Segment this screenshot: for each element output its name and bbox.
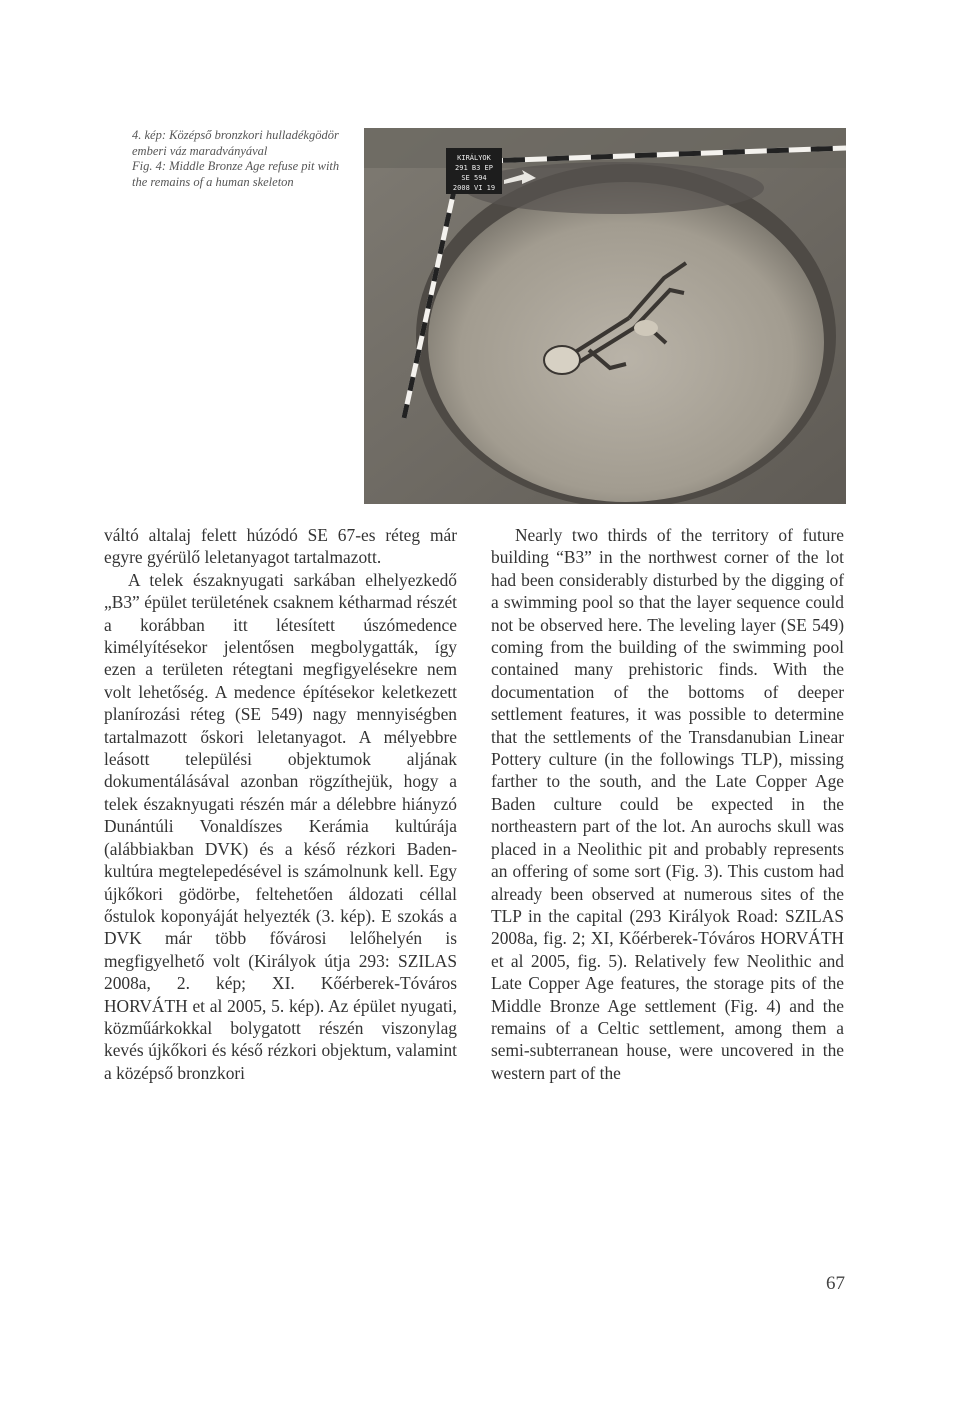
board-line-3: SE 594: [461, 174, 487, 182]
caption-hungarian: 4. kép: Középső bronzkori hulladékgödör emberi váz maradványával: [132, 128, 339, 158]
board-line-4: 2008 VI 19: [452, 184, 496, 192]
page-number: 67: [826, 1273, 845, 1294]
excavation-photo: [364, 128, 846, 504]
paragraph: A telek északnyugati sarkában elhelyezkedő „B3” épület területének csaknem kétharmad részét a korábban itt létesített úszómedence kimélyítésekor jelentősen megbolygatták, így ezen a területen rétegtani megfigyelésekre nem volt lehetőség. A medence építésekor keletkezett planírozási réteg (SE 549) nagy mennyiségben tartalmazott őskori leletanyagot. A mélyebbre leásott települési objektumok aljának dokumentálásával azonban rögzíthejük, hogy a telek északnyugati részén már a délebbre hiányzó Dunántúli Vonaldíszes Kerámia kultúrája (alábbiakban DVK) és a késő rézkori Baden-kultúra megtelepedésével is számolnunk kell. Egy újkőkori gödörbe, feltehetően áldozati céllal őstulok koponyáját helyezték (3. kép). E szokás a DVK már több fővárosi lelőhelyén is megfigyelhető volt (Királyok útja 293: SZILAS 2008a, 2. kép; XI. Kőérberek-Tóváros HORVÁTH et al 2005, 5. kép). Az épület nyugati, közműárkokkal bolygatott részén viszonylag kevés újkőkori és késő rézkori objektum, valamint a középső bronzkori: [104, 569, 457, 1083]
english-text-column: [491, 524, 844, 1084]
board-line-1: KIRÁLYOK: [457, 154, 491, 162]
caption-english: Fig. 4: Middle Bronze Age refuse pit with the remains of a human skeleton: [132, 159, 340, 189]
paragraph: váltó altalaj felett húzódó SE 67-es réteg már egyre gyérülő leletanyagot tartalmazott.: [104, 525, 457, 568]
pit-photo-illustration: [364, 128, 846, 504]
hungarian-text-column: [104, 524, 457, 1084]
paragraph: Nearly two thirds of the territory of future building “B3” in the northwest corner of the lot had been considerably disturbed by the digging of a swimming pool so that the layer sequence could not be observed here. The leveling layer (SE 549) coming from the building of the swimming pool contained many prehistoric finds. With the documentation of the bottoms of deeper settlement features, it was possible to determine that the settlements of the Transdanubian Linear Pottery culture (in the followings TLP), missing farther to the south, and the Late Copper Age Baden culture could be expected in the northeastern part of the lot. An aurochs skull was placed in a Neolithic pit and probably represents an offering of some sort (Fig. 3). This custom had already been observed at numerous sites of the TLP in the capital (293 Királyok Road: SZILAS 2008a, fig. 2; XI, Kőérberek-Tóváros HORVÁTH et al 2005, fig. 5). Relatively few Neolithic and Late Copper Age features, the storage pits of the Middle Bronze Age settlement (Fig. 4) and the remains of a Celtic settlement, among them a semi-subterranean house, were uncovered in the western part of the: [491, 525, 844, 1083]
board-line-2: 291 B3 EP: [455, 164, 493, 172]
figure-caption: [132, 128, 342, 190]
